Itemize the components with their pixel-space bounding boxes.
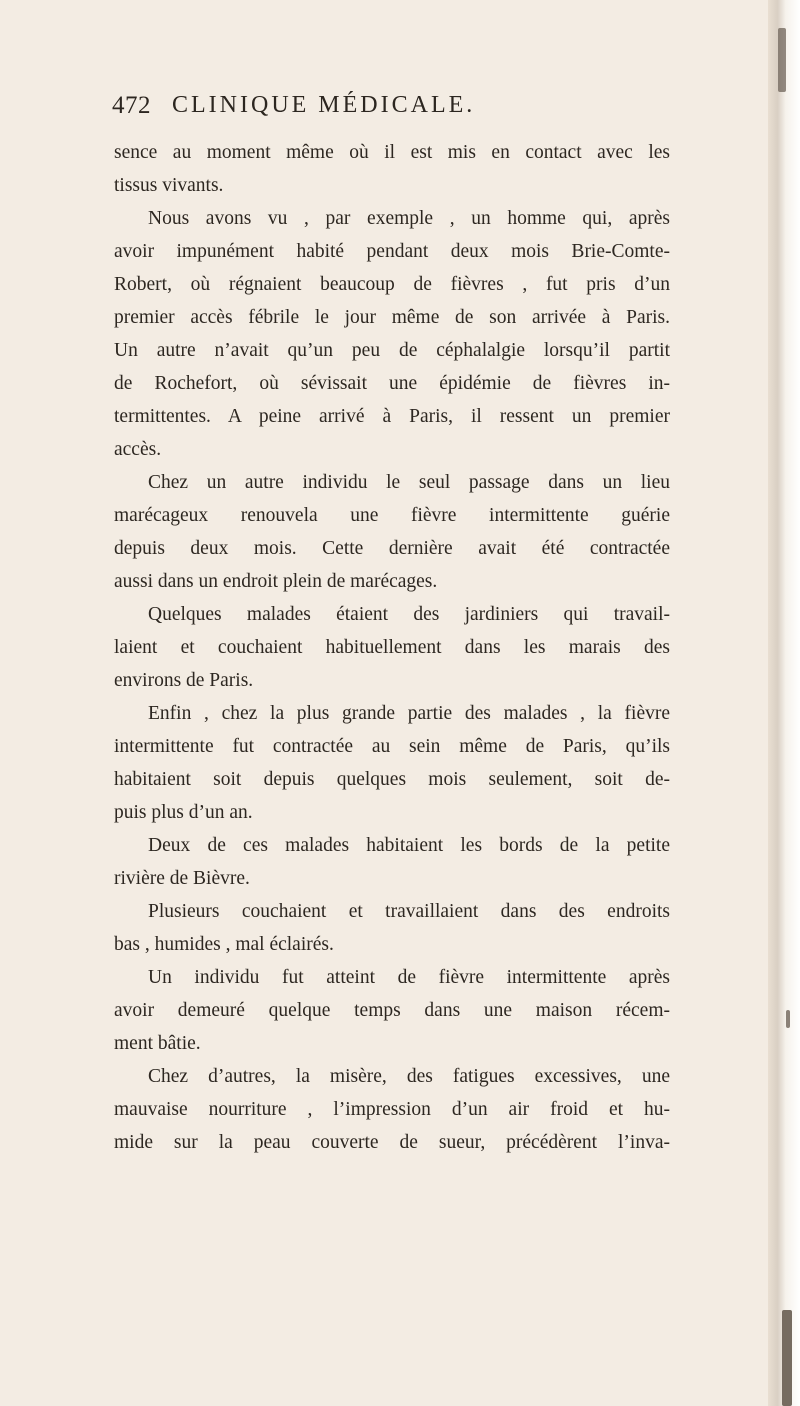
text-line: puis plus d’un an.: [114, 802, 253, 823]
page-edge-shadow: [768, 0, 800, 1406]
edge-mark-top: [778, 28, 786, 92]
edge-mark-bottom: [782, 1310, 792, 1406]
text-line: depuis deux mois. Cette dernière avait été contractée: [114, 538, 670, 559]
page-number: 472: [112, 92, 151, 119]
text-line: termittentes. A peine arrivé à Paris, il ressent un premier: [114, 406, 670, 427]
text-line: mide sur la peau couverte de sueur, précédèrent l’inva-: [114, 1132, 670, 1153]
running-title: CLINIQUE MÉDICALE.: [172, 92, 476, 118]
text-line: accès.: [114, 439, 162, 460]
text-line: Chez un autre individu le seul passage dans un lieu: [148, 472, 670, 493]
text-line: intermittente fut contractée au sein même de Paris, qu’ils: [114, 736, 670, 757]
text-line: aussi dans un endroit plein de marécages.: [114, 571, 438, 592]
text-line: Un individu fut atteint de fièvre intermittente après: [148, 967, 670, 988]
text-line: bas , humides , mal éclairés.: [114, 934, 334, 955]
text-line: mauvaise nourriture , l’impression d’un air froid et hu-: [114, 1099, 670, 1120]
text-line: ment bâtie.: [114, 1033, 201, 1054]
text-line: premier accès fébrile le jour même de son arrivée à Paris.: [114, 307, 670, 328]
text-line: de Rochefort, où sévissait une épidémie de fièvres in-: [114, 373, 670, 394]
text-line: Chez d’autres, la misère, des fatigues excessives, une: [148, 1066, 670, 1087]
text-line: laient et couchaient habituellement dans les marais des: [114, 637, 670, 658]
page-header: [112, 92, 612, 126]
text-line: Deux de ces malades habitaient les bords de la petite: [148, 835, 670, 856]
text-line: rivière de Bièvre.: [114, 868, 250, 889]
text-line: environs de Paris.: [114, 670, 254, 691]
text-line: avoir impunément habité pendant deux mois Brie-Comte-: [114, 241, 670, 262]
text-line: Nous avons vu , par exemple , un homme qui, après: [148, 208, 670, 229]
text-line: marécageux renouvela une fièvre intermittente guérie: [114, 505, 670, 526]
text-line: Un autre n’avait qu’un peu de céphalalgie lorsqu’il partit: [114, 340, 670, 361]
body-text: [114, 136, 670, 1159]
edge-mark-middle: [786, 1010, 790, 1028]
text-line: tissus vivants.: [114, 175, 224, 196]
text-line: Quelques malades étaient des jardiniers qui travail-: [148, 604, 670, 625]
text-line: Plusieurs couchaient et travaillaient dans des endroits: [148, 901, 670, 922]
text-line: Enfin , chez la plus grande partie des malades , la fièvre: [148, 703, 670, 724]
text-line: habitaient soit depuis quelques mois seulement, soit de-: [114, 769, 670, 790]
text-line: avoir demeuré quelque temps dans une maison récem-: [114, 1000, 670, 1021]
text-line: Robert, où régnaient beaucoup de fièvres , fut pris d’un: [114, 274, 670, 295]
text-line: sence au moment même où il est mis en contact avec les: [114, 142, 670, 163]
